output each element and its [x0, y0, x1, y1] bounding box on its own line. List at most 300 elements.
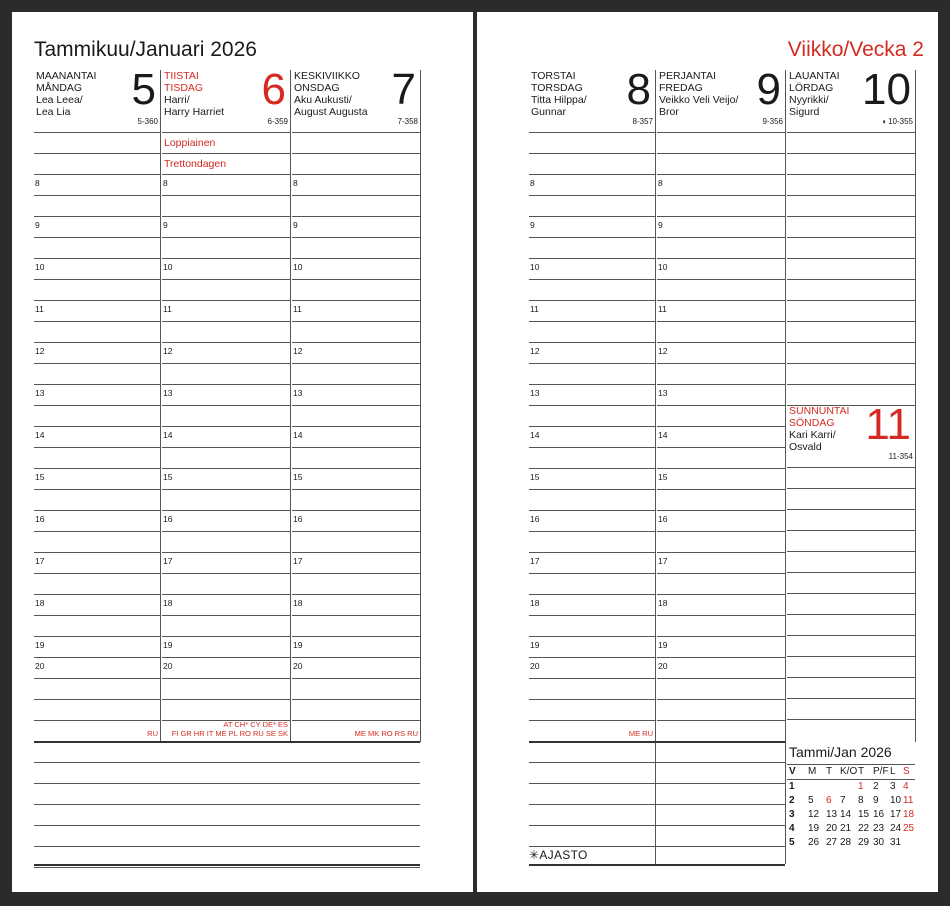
mini-calendar-cell: 16 [873, 809, 885, 820]
name-day: Aku Aukusti/ [294, 94, 352, 106]
day-name-fi: LAUANTAI [789, 70, 840, 82]
writing-line [34, 615, 160, 616]
writing-line [787, 530, 915, 531]
hour-label: 14 [658, 430, 668, 440]
notes-line [34, 783, 420, 784]
writing-line [529, 363, 655, 364]
writing-line [787, 551, 915, 552]
hour-label: 15 [35, 472, 45, 482]
writing-line [529, 216, 655, 217]
header-rule [787, 132, 915, 133]
hour-label: 11 [163, 304, 172, 314]
writing-line [787, 342, 915, 343]
writing-line [787, 363, 915, 364]
hour-label: 14 [293, 430, 303, 440]
writing-line [657, 405, 785, 406]
writing-line [34, 426, 160, 427]
day-number: 5 [131, 65, 156, 114]
day-code: 7-358 [397, 117, 418, 126]
writing-line [292, 720, 420, 721]
writing-line [529, 489, 655, 490]
hour-label: 13 [658, 388, 668, 398]
writing-line [529, 678, 655, 679]
mini-calendar-cell: 31 [890, 837, 902, 848]
writing-line [787, 509, 915, 510]
week-title: Viikko/Vecka 2 [787, 38, 924, 61]
hour-label: 9 [35, 220, 40, 230]
writing-line [34, 300, 160, 301]
hour-label: 8 [530, 178, 535, 188]
flags-tuesday-1: AT CH* CY DE* ES [223, 720, 288, 729]
mini-calendar-cell: 4 [789, 823, 795, 834]
mini-calendar-cell: 4 [903, 781, 909, 792]
notes-line [34, 825, 420, 826]
mini-calendar-cell: 11 [903, 795, 914, 806]
writing-line [657, 468, 785, 469]
writing-line [34, 552, 160, 553]
hour-label: 11 [530, 304, 539, 314]
writing-line [657, 426, 785, 427]
mini-calendar-cell: 5 [789, 837, 795, 848]
hour-label: 16 [530, 514, 540, 524]
writing-line [292, 594, 420, 595]
writing-line [657, 636, 785, 637]
writing-line [292, 216, 420, 217]
hour-label: 8 [163, 178, 168, 188]
mini-calendar-cell: 14 [840, 809, 852, 820]
writing-line [162, 657, 290, 658]
writing-line [657, 489, 785, 490]
writing-line [657, 615, 785, 616]
writing-line [657, 153, 785, 154]
writing-line [529, 510, 655, 511]
mini-calendar-cell: 23 [873, 823, 885, 834]
hour-label: 11 [35, 304, 44, 314]
hour-label: 18 [35, 598, 45, 608]
writing-line [292, 510, 420, 511]
day-code: ◑ 10-355 [881, 117, 913, 126]
writing-line [529, 195, 655, 196]
notes-bottom-rule [34, 864, 420, 866]
mini-calendar-cell: 13 [826, 809, 838, 820]
writing-line [162, 342, 290, 343]
hour-label: 19 [530, 640, 540, 650]
writing-line [34, 384, 160, 385]
writing-line [292, 258, 420, 259]
name-day: Veikko Veli Veijo/ [659, 94, 739, 106]
writing-line [34, 342, 160, 343]
hour-label: 13 [163, 388, 173, 398]
writing-line [162, 636, 290, 637]
notes-bottom-rule [529, 864, 785, 866]
hour-label: 11 [293, 304, 302, 314]
writing-line [162, 153, 290, 154]
writing-line [529, 594, 655, 595]
writing-line [162, 195, 290, 196]
hour-label: 10 [163, 262, 173, 272]
mini-calendar-cell: 1 [789, 781, 795, 792]
hour-label: 13 [35, 388, 45, 398]
writing-line [34, 195, 160, 196]
writing-line [529, 405, 655, 406]
writing-line [292, 426, 420, 427]
day-number: 6 [261, 65, 286, 114]
writing-line [292, 321, 420, 322]
day-code: 11-354 [888, 452, 913, 461]
header-rule [34, 132, 160, 133]
hour-label: 16 [163, 514, 173, 524]
day-name-sv: LÖRDAG [789, 82, 834, 94]
writing-line [34, 636, 160, 637]
mini-calendar-cell: 18 [903, 809, 915, 820]
mini-calendar-cell: 10 [890, 795, 902, 806]
writing-line [292, 405, 420, 406]
hour-label: 13 [293, 388, 303, 398]
writing-line [529, 258, 655, 259]
writing-line [292, 363, 420, 364]
writing-line [292, 636, 420, 637]
mini-rule [787, 779, 915, 780]
writing-line [292, 552, 420, 553]
writing-line [657, 678, 785, 679]
hour-label: 15 [658, 472, 668, 482]
hour-label: 19 [35, 640, 45, 650]
day-name-fi: TIISTAI [164, 70, 199, 82]
hour-label: 9 [530, 220, 535, 230]
writing-line [529, 153, 655, 154]
right-page [477, 12, 938, 892]
writing-line [292, 489, 420, 490]
hour-label: 8 [658, 178, 663, 188]
writing-line [34, 447, 160, 448]
hour-label: 18 [658, 598, 668, 608]
day-code: 8-357 [632, 117, 653, 126]
notes-line [529, 804, 785, 805]
writing-line [529, 720, 655, 721]
hour-label: 19 [163, 640, 173, 650]
mini-calendar-cell: 2 [789, 795, 795, 806]
writing-line [162, 447, 290, 448]
writing-line [529, 174, 655, 175]
mini-calendar-cell: 17 [890, 809, 902, 820]
hour-label: 12 [35, 346, 45, 356]
writing-line [657, 195, 785, 196]
writing-line [292, 342, 420, 343]
writing-line [162, 678, 290, 679]
writing-line [162, 615, 290, 616]
mini-calendar-header: L [890, 766, 896, 777]
writing-line [787, 279, 915, 280]
holiday-sv: Trettondagen [164, 158, 227, 170]
mini-calendar-cell: 5 [808, 795, 814, 806]
column-divider [420, 70, 421, 742]
mini-calendar-header: T [826, 766, 833, 777]
notes-line [34, 804, 420, 805]
mini-calendar-cell: 28 [840, 837, 852, 848]
mini-calendar-header: S [903, 766, 910, 777]
writing-line [34, 321, 160, 322]
notes-rule [529, 741, 785, 743]
notes-line [34, 867, 420, 868]
writing-line [787, 258, 915, 259]
writing-line [162, 531, 290, 532]
writing-line [34, 174, 160, 175]
mini-calendar-cell: 25 [903, 823, 915, 834]
writing-line [34, 594, 160, 595]
mini-calendar-cell: 9 [873, 795, 879, 806]
notes-line [529, 783, 785, 784]
writing-line [657, 237, 785, 238]
day-name-sv: SÖNDAG [789, 417, 835, 429]
holiday-fi: Loppiainen [164, 137, 216, 149]
day-code: 6-359 [267, 117, 288, 126]
name-day: Titta Hilppa/ [531, 94, 587, 106]
hour-label: 17 [163, 556, 173, 566]
writing-line [657, 552, 785, 553]
name-day: Bror [659, 106, 679, 118]
writing-line [162, 279, 290, 280]
day-name-sv: MÅNDAG [36, 82, 83, 94]
hour-label: 19 [658, 640, 668, 650]
writing-line [787, 237, 915, 238]
writing-line [34, 657, 160, 658]
hour-label: 17 [293, 556, 303, 566]
mini-calendar-cell: 3 [789, 809, 795, 820]
hour-label: 10 [530, 262, 540, 272]
column-divider [290, 70, 291, 742]
hour-label: 9 [293, 220, 298, 230]
name-day: Osvald [789, 441, 822, 453]
writing-line [657, 279, 785, 280]
mini-calendar-cell: 8 [858, 795, 864, 806]
column-divider [655, 70, 656, 864]
writing-line [787, 656, 915, 657]
flags-thursday: ME RU [628, 729, 653, 738]
writing-line [529, 321, 655, 322]
writing-line [657, 531, 785, 532]
writing-line [34, 678, 160, 679]
hour-label: 8 [35, 178, 40, 188]
header-rule [657, 132, 785, 133]
hour-label: 20 [293, 661, 303, 671]
writing-line [529, 636, 655, 637]
writing-line [529, 573, 655, 574]
hour-label: 19 [293, 640, 303, 650]
mini-calendar-cell: 22 [858, 823, 870, 834]
mini-calendar-cell: 15 [858, 809, 870, 820]
writing-line [292, 384, 420, 385]
writing-line [34, 489, 160, 490]
writing-line [34, 720, 160, 721]
writing-line [162, 552, 290, 553]
hour-label: 12 [163, 346, 173, 356]
writing-line [787, 384, 915, 385]
writing-line [292, 531, 420, 532]
name-day: Lea Leea/ [36, 94, 83, 106]
mini-calendar-cell: 19 [808, 823, 820, 834]
hour-label: 9 [658, 220, 663, 230]
hour-label: 12 [530, 346, 540, 356]
writing-line [787, 719, 915, 720]
notes-line [529, 825, 785, 826]
writing-line [292, 300, 420, 301]
writing-line [34, 699, 160, 700]
name-day: Harry Harriet [164, 106, 225, 118]
notes-line [529, 846, 785, 847]
writing-line [292, 573, 420, 574]
writing-line [529, 657, 655, 658]
writing-line [292, 699, 420, 700]
writing-line [787, 174, 915, 175]
writing-line [34, 279, 160, 280]
writing-line [529, 384, 655, 385]
writing-line [529, 279, 655, 280]
writing-line [657, 384, 785, 385]
hour-label: 8 [293, 178, 298, 188]
day-name-fi: SUNNUNTAI [789, 405, 850, 417]
notes-rule [34, 741, 420, 743]
writing-line [162, 468, 290, 469]
writing-line [657, 573, 785, 574]
writing-line [787, 216, 915, 217]
writing-line [787, 677, 915, 678]
writing-line [529, 552, 655, 553]
hour-label: 14 [163, 430, 173, 440]
flags-tuesday-2: FI GR HR IT ME PL RO RU SE SK [171, 729, 288, 738]
writing-line [292, 174, 420, 175]
name-day: Kari Karri/ [789, 429, 836, 441]
day-code: 9-356 [762, 117, 783, 126]
mini-calendar-cell: 30 [873, 837, 885, 848]
hour-label: 10 [293, 262, 303, 272]
mini-rule [787, 764, 915, 765]
writing-line [162, 594, 290, 595]
hour-label: 15 [530, 472, 540, 482]
hour-label: 13 [530, 388, 540, 398]
header-rule [787, 467, 915, 468]
mini-calendar-header: V [789, 766, 796, 777]
writing-line [162, 216, 290, 217]
writing-line [34, 468, 160, 469]
writing-line [657, 447, 785, 448]
header-rule [162, 132, 290, 133]
writing-line [34, 531, 160, 532]
hour-label: 20 [163, 661, 173, 671]
writing-line [162, 384, 290, 385]
hour-label: 10 [658, 262, 668, 272]
hour-label: 18 [163, 598, 173, 608]
day-name-sv: TORSDAG [531, 82, 583, 94]
writing-line [292, 153, 420, 154]
hour-label: 11 [658, 304, 667, 314]
mini-calendar-cell: 2 [873, 781, 879, 792]
hour-label: 17 [530, 556, 540, 566]
day-code: 5-360 [137, 117, 158, 126]
column-divider [785, 70, 786, 864]
hour-label: 15 [163, 472, 173, 482]
writing-line [34, 573, 160, 574]
writing-line [162, 174, 290, 175]
name-day: Sigurd [789, 106, 820, 118]
writing-line [787, 572, 915, 573]
writing-line [34, 258, 160, 259]
writing-line [34, 510, 160, 511]
hour-label: 17 [658, 556, 668, 566]
mini-calendar-cell: 24 [890, 823, 902, 834]
hour-label: 14 [35, 430, 45, 440]
mini-calendar-cell: 7 [840, 795, 846, 806]
writing-line [292, 468, 420, 469]
writing-line [657, 258, 785, 259]
writing-line [529, 300, 655, 301]
mini-calendar-header: P/F [873, 766, 889, 777]
writing-line [657, 363, 785, 364]
writing-line [162, 363, 290, 364]
writing-line [529, 426, 655, 427]
writing-line [657, 657, 785, 658]
ajasto-logo: ✳AJASTO [529, 848, 588, 862]
day-number: 7 [391, 65, 416, 114]
name-day: Lea Lia [36, 106, 71, 118]
month-title: Tammikuu/Januari 2026 [34, 38, 257, 61]
hour-label: 9 [163, 220, 168, 230]
writing-line [162, 573, 290, 574]
mini-calendar-cell: 27 [826, 837, 838, 848]
mini-calendar-cell: 21 [840, 823, 852, 834]
left-page [12, 12, 473, 892]
writing-line [162, 510, 290, 511]
day-number: 9 [756, 65, 781, 114]
writing-line [529, 615, 655, 616]
writing-line [162, 405, 290, 406]
writing-line [162, 489, 290, 490]
mini-calendar-header: T [858, 766, 865, 777]
writing-line [657, 216, 785, 217]
mini-calendar-cell: 12 [808, 809, 820, 820]
day-name-sv: ONSDAG [294, 82, 340, 94]
writing-line [657, 594, 785, 595]
mini-calendar-title: Tammi/Jan 2026 [789, 744, 892, 760]
writing-line [34, 363, 160, 364]
writing-line [787, 300, 915, 301]
writing-line [787, 488, 915, 489]
writing-line [34, 237, 160, 238]
hour-label: 10 [35, 262, 45, 272]
writing-line [529, 531, 655, 532]
writing-line [34, 405, 160, 406]
writing-line [34, 216, 160, 217]
day-number: 10 [862, 65, 911, 114]
writing-line [292, 237, 420, 238]
writing-line [787, 698, 915, 699]
mini-calendar-cell: 3 [890, 781, 896, 792]
column-divider [160, 70, 161, 742]
hour-label: 14 [530, 430, 540, 440]
hour-label: 16 [293, 514, 303, 524]
hour-label: 16 [658, 514, 668, 524]
writing-line [787, 614, 915, 615]
writing-line [292, 195, 420, 196]
writing-line [162, 699, 290, 700]
hour-label: 12 [658, 346, 668, 356]
name-day: Nyyrikki/ [789, 94, 829, 106]
hour-label: 20 [35, 661, 45, 671]
hour-label: 20 [658, 661, 668, 671]
day-name-fi: MAANANTAI [36, 70, 97, 82]
day-number: 8 [626, 65, 651, 114]
mini-calendar-cell: 20 [826, 823, 838, 834]
day-name-sv: FREDAG [659, 82, 703, 94]
